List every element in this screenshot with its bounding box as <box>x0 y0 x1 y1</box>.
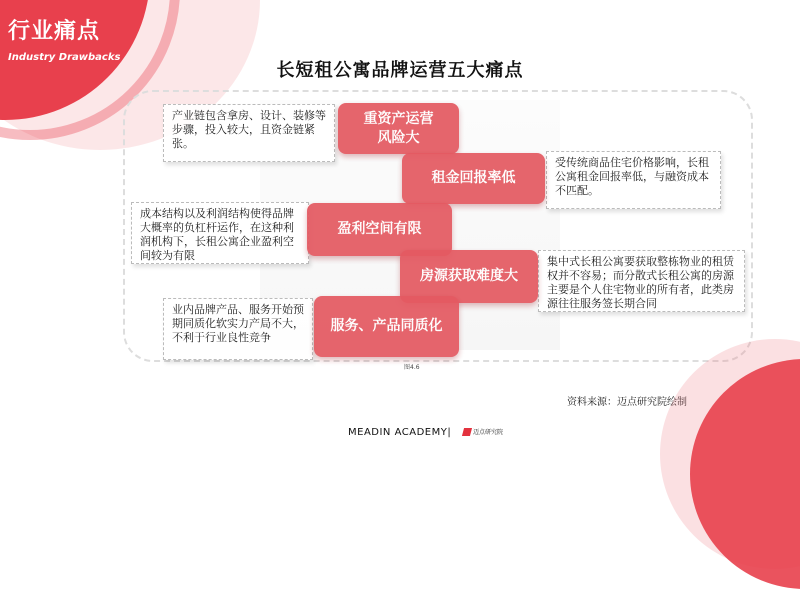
desc-box-5 <box>163 298 313 360</box>
desc-text: 受传统商品住宅价格影响，长租公寓租金回报率低，与融资成本不匹配。 <box>555 156 709 197</box>
section-title: 行业痛点 <box>8 19 101 44</box>
logo <box>463 427 503 436</box>
page-title: 长短租公寓品牌运营五大痛点 <box>276 60 524 81</box>
tag-limited-profit: 盈利空间有限 <box>307 203 452 256</box>
desc-box-3 <box>131 202 309 264</box>
desc-text: 业内品牌产品、服务开始预期同质化软实力产局不大，不利于行业良性竞争 <box>172 303 304 344</box>
section-subtitle: Industry Drawbacks <box>8 52 121 63</box>
desc-box-2 <box>546 151 721 209</box>
footer-brand: MEADIN ACADEMY| <box>348 427 452 438</box>
desc-text: 集中式长租公寓要获取整栋物业的租赁权并不容易；而分散式长租公寓的房源主要是个人住宅物业的所有者，此类房源往往服务签长期合同 <box>547 255 734 310</box>
logo-text: 迈点研究院 <box>473 429 504 436</box>
desc-box-1 <box>163 104 335 162</box>
tag-housing-source: 房源获取难度大 <box>400 250 538 303</box>
desc-text: 产业链包含拿房、设计、装修等步骤，投入较大，且资金链紧张。 <box>172 109 326 150</box>
logo-mark-icon <box>462 428 472 436</box>
desc-text: 成本结构以及利润结构使得品牌大概率的负杠杆运作，在这种利润机构下，长租公寓企业盈利空间较为有限 <box>140 207 294 262</box>
desc-box-4 <box>538 250 745 312</box>
tag-homogenization: 服务、产品同质化 <box>314 296 459 357</box>
figure-label: 图4.6 <box>404 364 420 371</box>
source-note: 资料来源：迈点研究院绘制 <box>567 397 687 408</box>
tag-heavy-asset: 重资产运营 风险大 <box>338 103 459 154</box>
tag-low-return: 租金回报率低 <box>402 153 545 204</box>
